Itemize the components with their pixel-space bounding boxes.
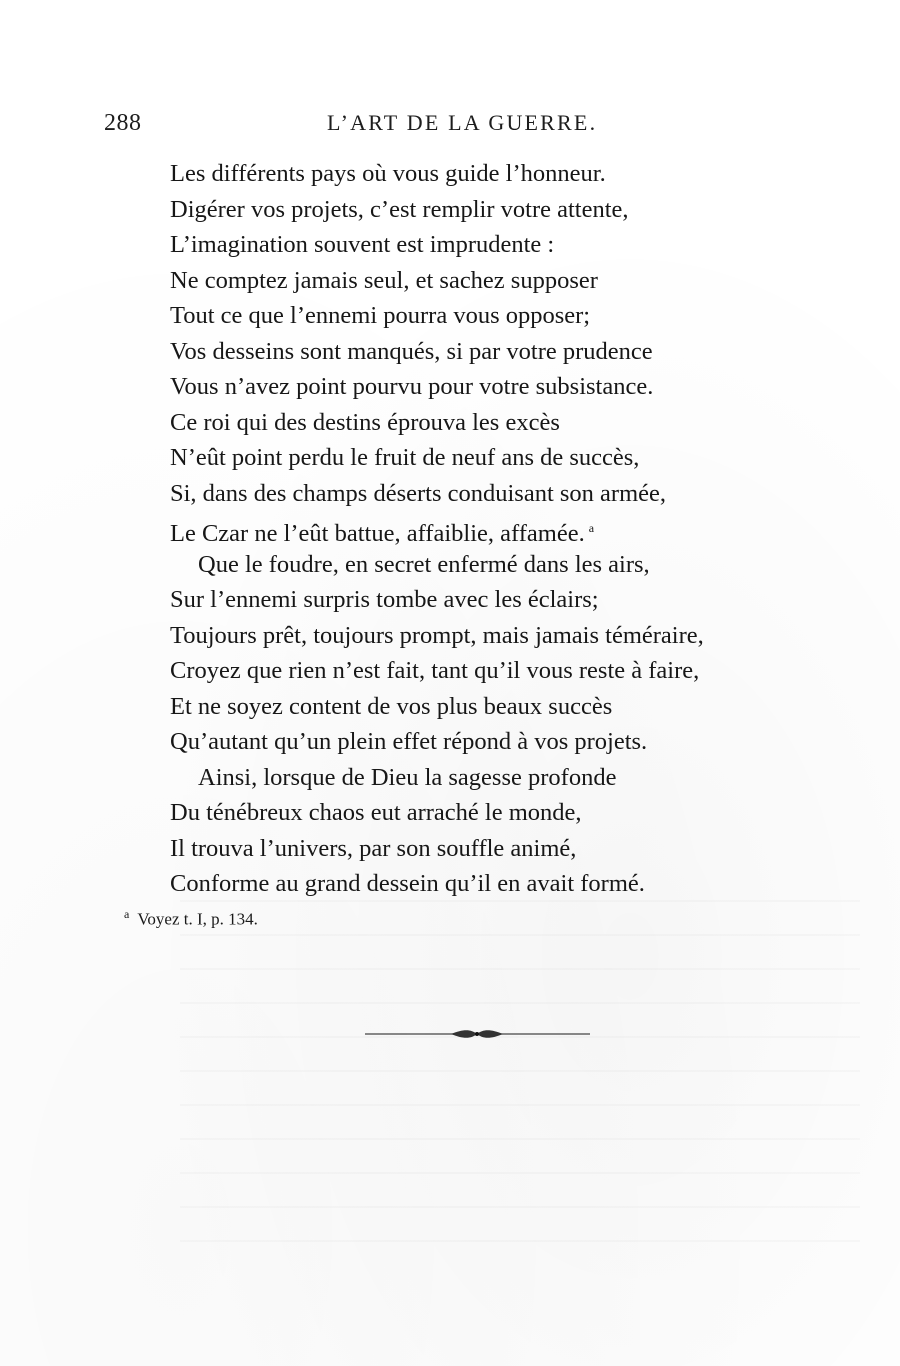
poem-line-with-note xyxy=(170,511,830,547)
poem-line: Du ténébreux chaos eut arraché le monde, xyxy=(170,799,582,826)
poem-line: Que le foudre, en secret enfermé dans les airs, xyxy=(198,550,650,578)
poem-line: Si, dans des champs déserts conduisant son armée, xyxy=(170,479,667,507)
page-header xyxy=(104,110,664,146)
poem-line: N’eût point perdu le fruit de neuf ans de succès, xyxy=(170,444,640,471)
poem-line: Et ne soyez content de vos plus beaux succès xyxy=(170,692,613,720)
poem-line: Ne comptez jamais seul, et sachez supposer xyxy=(170,266,598,294)
poem-line: Croyez que rien n’est fait, tant qu’il vous reste à faire, xyxy=(170,657,700,684)
footnote-reference[interactable]: a xyxy=(588,521,595,535)
footnote-text: Voyez t. I, p. 134. xyxy=(137,909,258,929)
poem-line: L’imagination souvent est imprudente : xyxy=(170,231,555,258)
show-through-text xyxy=(180,900,860,1250)
poem-line: Vos desseins sont manqués, si par votre prudence xyxy=(170,337,653,365)
poem-text xyxy=(170,156,830,902)
poem-line: Qu’autant qu’un plein effet répond à vos projets. xyxy=(170,728,648,755)
poem-line: Conforme au grand dessein qu’il en avait formé. xyxy=(170,870,645,897)
poem-line: Toujours prêt, toujours prompt, mais jamais téméraire, xyxy=(170,621,704,649)
poem-line: Il trouva l’univers, par son souffle animé, xyxy=(170,834,577,862)
poem-line-text: Le Czar ne l’eût battue, affaiblie, affamée. xyxy=(170,520,585,548)
page-number: 288 xyxy=(104,110,142,136)
poem-line: Digérer vos projets, c’est remplir votre attente, xyxy=(170,195,629,223)
poem-line: Les différents pays où vous guide l’honneur. xyxy=(170,160,606,187)
footnote xyxy=(124,907,258,930)
poem-line: Tout ce que l’ennemi pourra vous opposer; xyxy=(170,302,591,329)
ornamental-divider xyxy=(365,1028,590,1040)
poem-line: Sur l’ennemi surpris tombe avec les éclairs; xyxy=(170,586,599,613)
poem-line: Vous n’avez point pourvu pour votre subsistance. xyxy=(170,373,654,400)
running-head: L’ART DE LA GUERRE. xyxy=(327,110,598,135)
poem-line: Ce roi qui des destins éprouva les excès xyxy=(170,408,560,436)
poem-line: Ainsi, lorsque de Dieu la sagesse profonde xyxy=(198,763,617,791)
footnote-marker: a xyxy=(124,907,130,921)
